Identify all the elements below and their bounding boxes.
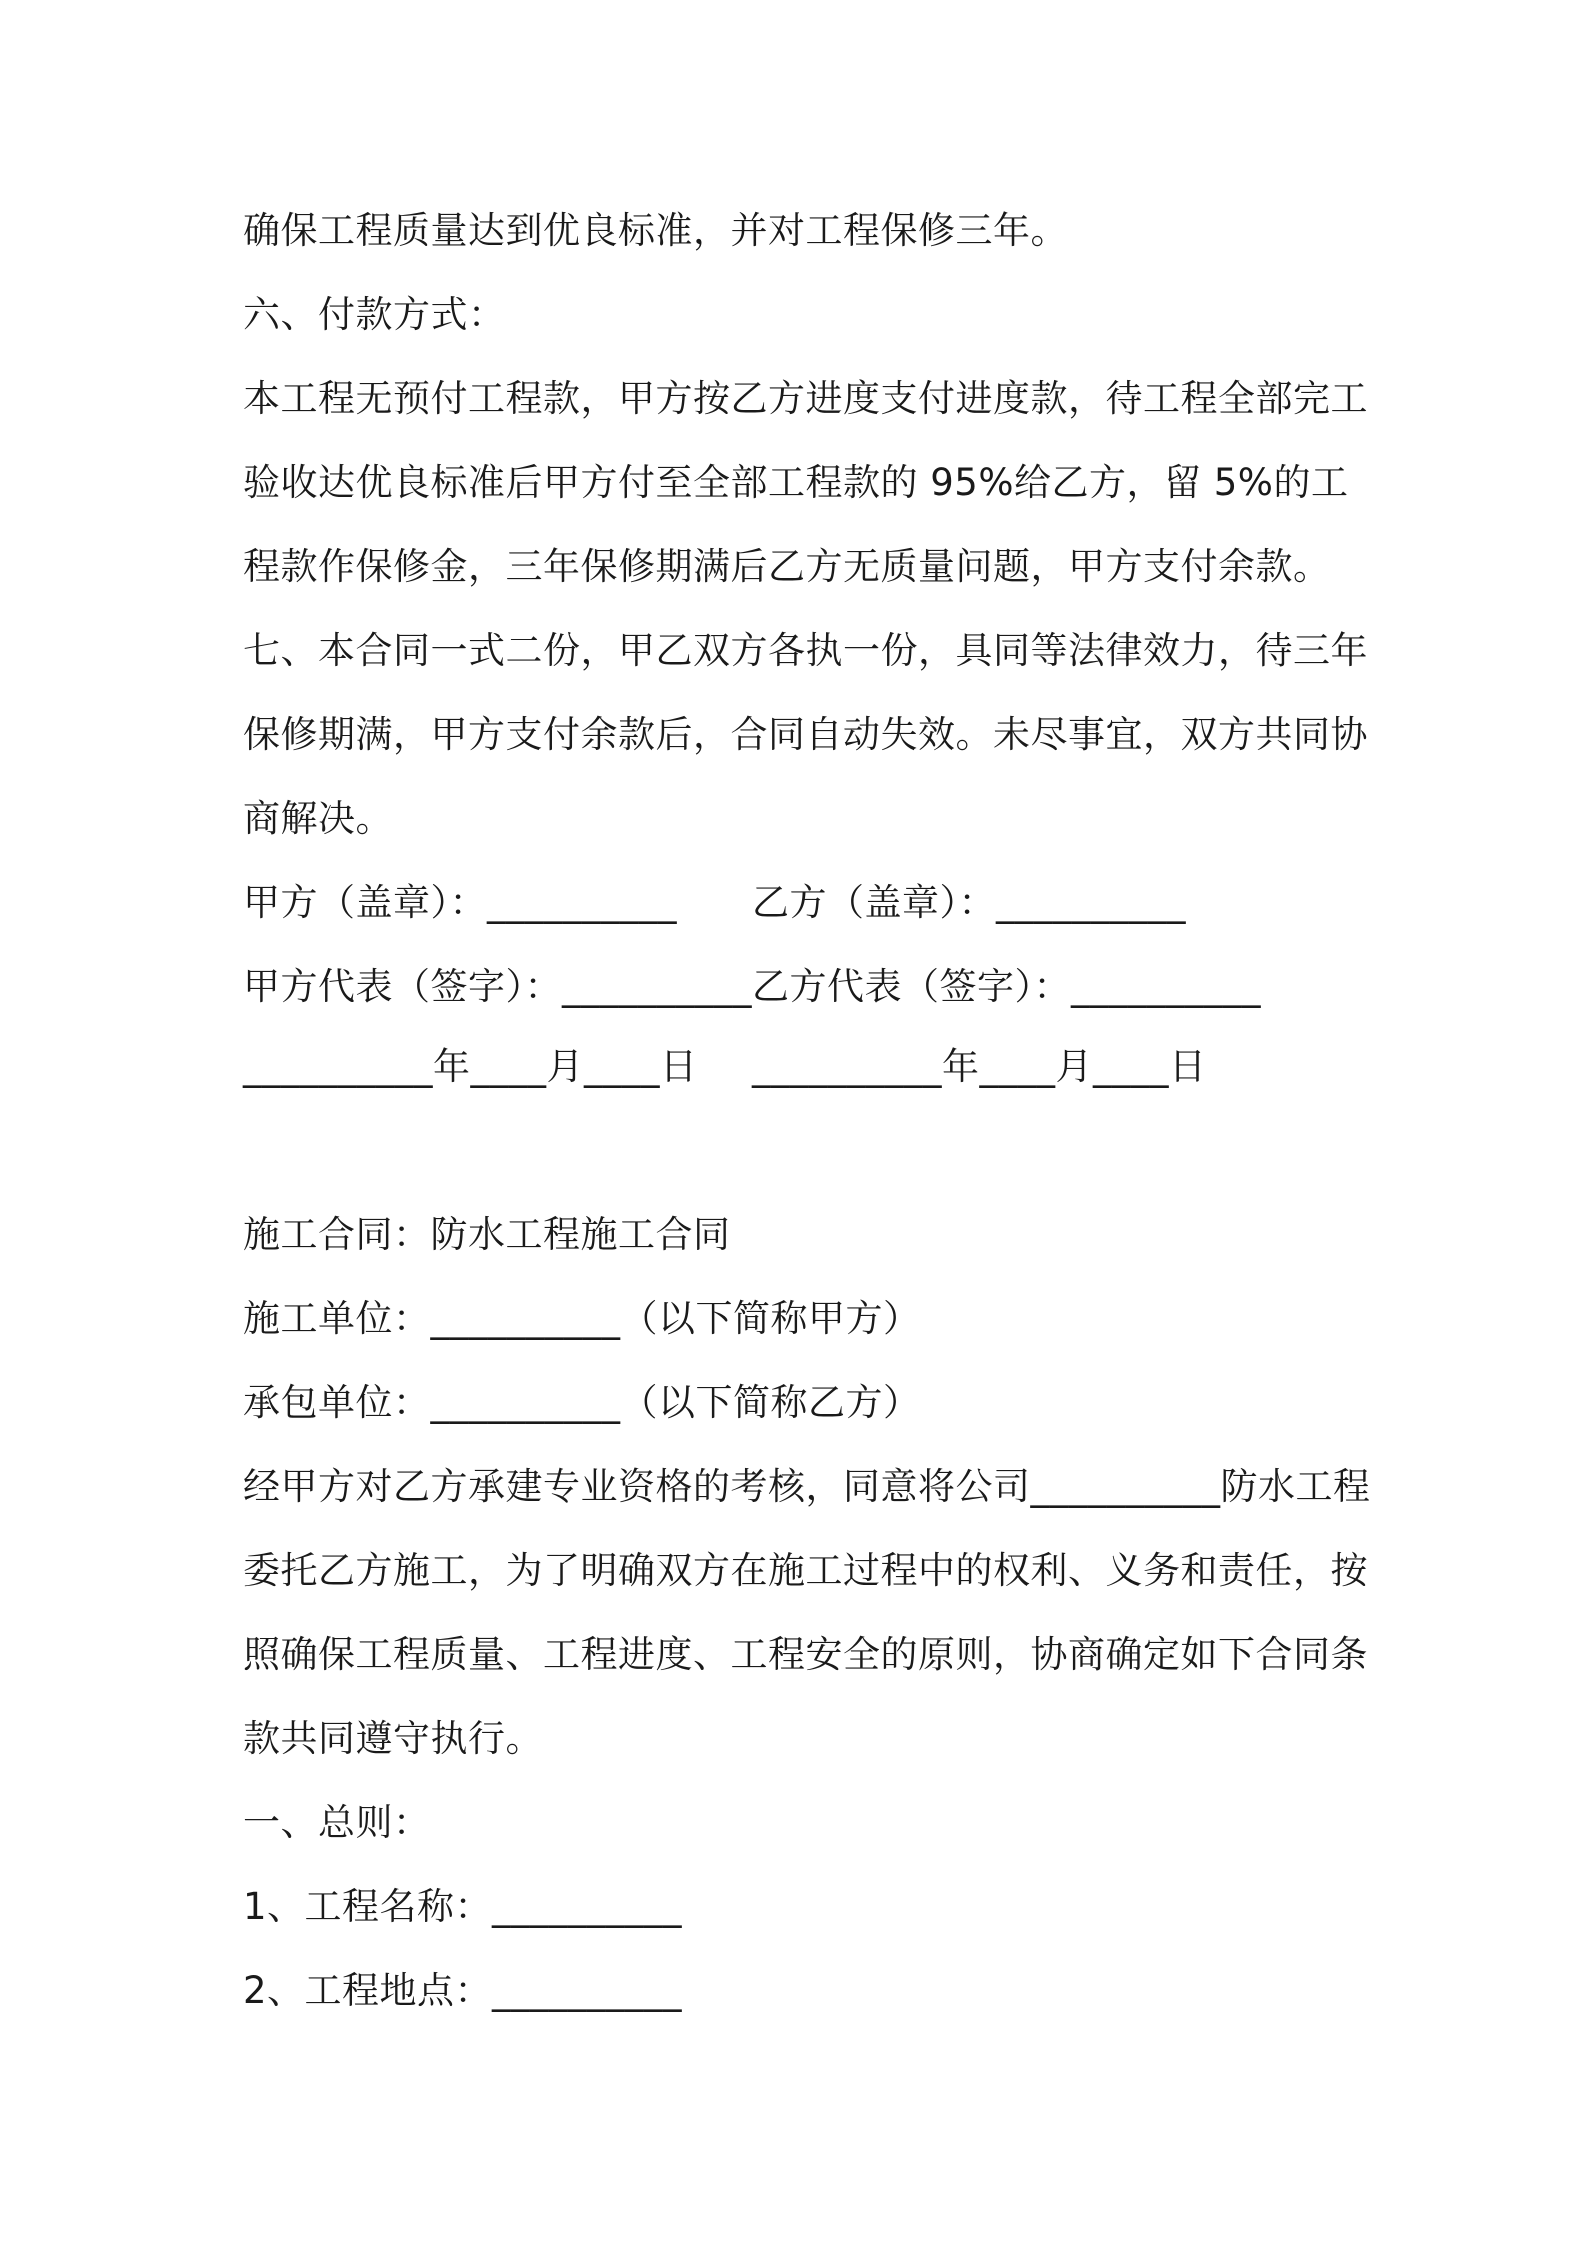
party-a-seal-field: 甲方（盖章）：__________ [243,881,677,924]
section-heading-general: 一、总则： [243,1801,431,1844]
builder-field: 施工单位：__________（以下简称甲方） [243,1297,921,1340]
party-b-rep-field: 乙方代表（签字）：__________ [752,965,1261,1008]
paragraph-line: 委托乙方施工，为了明确双方在施工过程中的权利、义务和责任，按 [243,1549,1368,1592]
paragraph-line: 照确保工程质量、工程进度、工程安全的原则，协商确定如下合同条 [243,1633,1368,1676]
paragraph-line: 程款作保修金，三年保修期满后乙方无质量问题，甲方支付余款。 [243,545,1331,588]
paragraph-line: 验收达优良标准后甲方付至全部工程款的 95%给乙方，留 5%的工 [243,461,1349,504]
date-b-field: __________年____月____日 [752,1045,1207,1088]
paragraph-line: 经甲方对乙方承建专业资格的考核，同意将公司__________防水工程 [243,1465,1371,1508]
contractor-field: 承包单位：__________（以下简称乙方） [243,1381,921,1424]
project-location-field: 2、工程地点：__________ [243,1969,683,2012]
paragraph-line: 商解决。 [243,797,393,840]
contract-title: 施工合同：防水工程施工合同 [243,1213,731,1256]
paragraph-line: 确保工程质量达到优良标准，并对工程保修三年。 [243,209,1068,252]
paragraph-line: 本工程无预付工程款，甲方按乙方进度支付进度款，待工程全部完工 [243,377,1368,420]
party-a-rep-field: 甲方代表（签字）：__________ [243,965,752,1008]
paragraph-line: 保修期满，甲方支付余款后，合同自动失效。未尽事宜，双方共同协 [243,713,1368,756]
project-name-field: 1、工程名称：__________ [243,1885,683,1928]
section-heading-payment: 六、付款方式： [243,293,506,336]
paragraph-line: 七、本合同一式二份，甲乙双方各执一份，具同等法律效力，待三年 [243,629,1368,672]
date-a-field: __________年____月____日 [243,1045,698,1088]
party-b-seal-field: 乙方（盖章）：__________ [752,881,1186,924]
paragraph-line: 款共同遵守执行。 [243,1717,543,1760]
